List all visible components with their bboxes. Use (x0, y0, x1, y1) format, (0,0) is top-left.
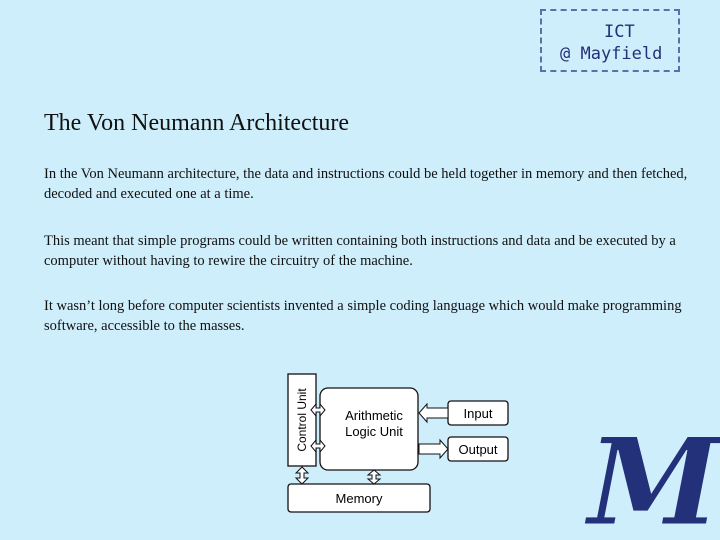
alu-label-line-1: Arithmetic (345, 408, 403, 423)
alu-label-line-2: Logic Unit (345, 424, 403, 439)
badge-line-2: @ Mayfield (560, 44, 663, 64)
arrow-alu-memory (368, 470, 380, 484)
mayfield-m-logo (587, 412, 720, 540)
arrow-alu-to-output (419, 440, 448, 458)
paragraph-1: In the Von Neumann architecture, the data and instructions could be held together in memory and then fetched, decoded and executed one at a time. (44, 166, 688, 202)
arrow-control-memory (296, 467, 308, 484)
slide-title: The Von Neumann Architecture (44, 110, 350, 136)
output-label: Output (458, 442, 498, 457)
memory-label: Memory (335, 491, 383, 506)
badge-line-1: ICT (604, 22, 635, 42)
paragraph-2: This meant that simple programs could be written containing both instructions and data and be executed by a computer without having to rewire the circuitry of the machine. (44, 233, 676, 269)
control-unit-label: Control Unit (295, 388, 309, 452)
ict-mayfield-badge (540, 9, 680, 72)
paragraph-3: It wasn’t long before computer scientists invented a simple coding language which would make programming software, accessible to the masses. (44, 298, 682, 334)
arrow-input-to-alu (419, 404, 448, 422)
input-label: Input (463, 406, 493, 421)
von-neumann-diagram (282, 368, 520, 518)
logo-letter: M (587, 412, 720, 540)
